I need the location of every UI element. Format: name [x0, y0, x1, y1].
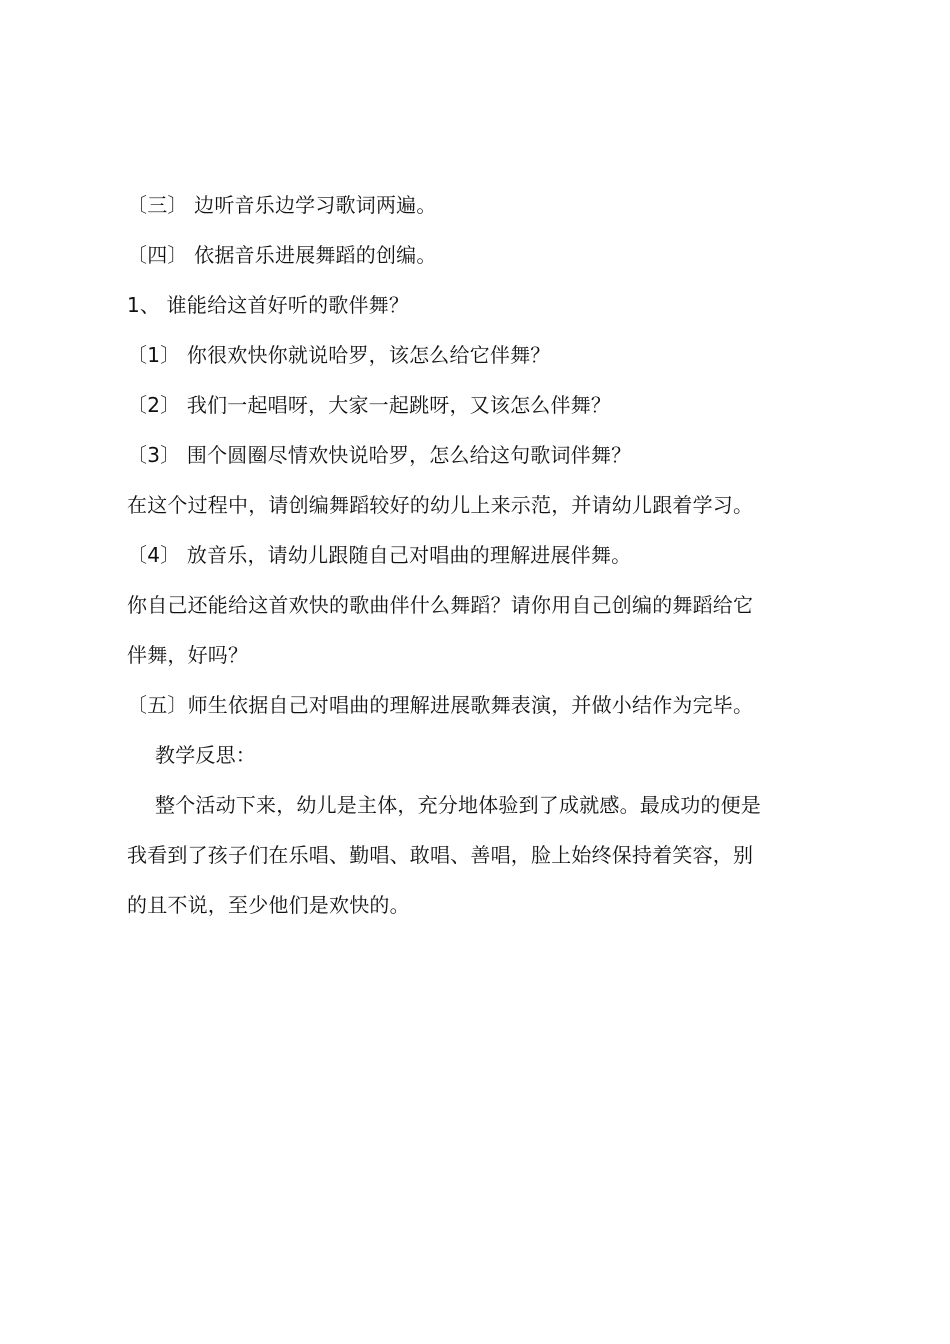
paragraph-sub-3: 〔3〕 围个圆圈尽情欢快说哈罗，怎么给这句歌词伴舞？	[127, 443, 632, 467]
document-body	[127, 180, 837, 930]
paragraph-sub-2: 〔2〕 我们一起唱呀，大家一起跳呀，又该怎么伴舞？	[127, 393, 612, 417]
paragraph-sub-1: 〔1〕 你很欢快你就说哈罗，该怎么给它伴舞？	[127, 343, 551, 367]
paragraph-reflection-line-3: 的且不说，至少他们是欢快的。	[127, 893, 410, 917]
paragraph-reflection-line-1: 整个活动下来，幼儿是主体，充分地体验到了成就感。最成功的便是	[155, 793, 761, 817]
paragraph-reflection-line-2: 我看到了孩子们在乐唱、勤唱、敢唱、善唱，脸上始终保持着笑容，别	[127, 843, 754, 867]
paragraph-step-4: 〔四〕 依据音乐进展舞蹈的创编。	[127, 243, 437, 267]
paragraph-step-3: 〔三〕 边听音乐边学习歌词两遍。	[127, 193, 437, 217]
paragraph-own-dance-line-2: 伴舞，好吗？	[127, 643, 249, 667]
section-heading-reflection: 教学反思：	[155, 743, 256, 767]
paragraph-own-dance-line-1: 你自己还能给这首欢快的歌曲伴什么舞蹈？请你用自己创编的舞蹈给它	[127, 593, 754, 617]
paragraph-step-5: 〔五〕师生依据自己对唱曲的理解进展歌舞表演，并做小结作为完毕。	[127, 693, 754, 717]
paragraph-sub-4: 〔4〕 放音乐，请幼儿跟随自己对唱曲的理解进展伴舞。	[127, 543, 632, 567]
paragraph-question-1: 1、 谁能给这首好听的歌伴舞？	[127, 293, 410, 317]
paragraph-process-note: 在这个过程中，请创编舞蹈较好的幼儿上来示范，并请幼儿跟着学习。	[127, 493, 754, 517]
